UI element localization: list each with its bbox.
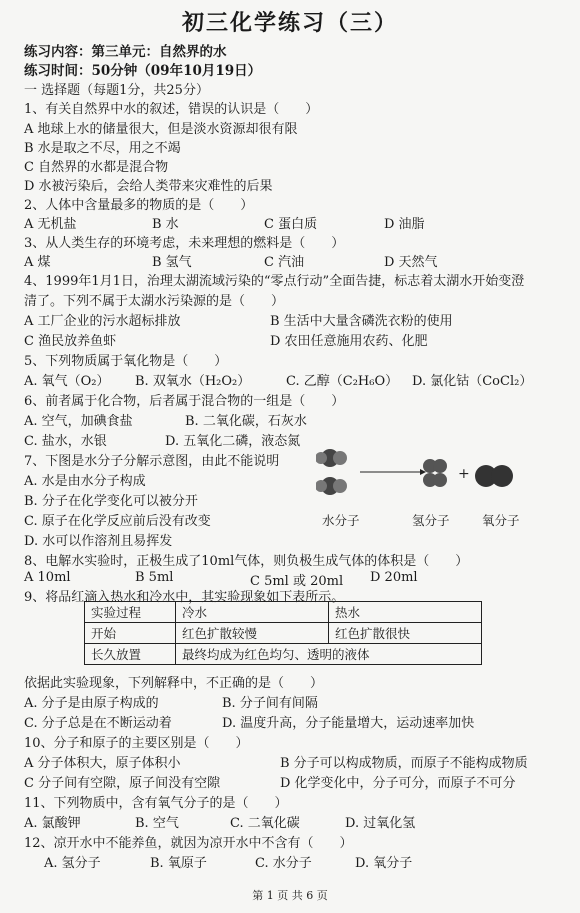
q8-option-b: B 5ml [135,570,174,585]
diagram-label-oxygen: 氧分子 [482,513,520,528]
q12-option-a: A. 氢分子 [44,856,101,871]
table-cell: 实验过程 [85,602,176,623]
q2-stem: 2、人体中含量最多的物质的是（ ） [24,198,254,213]
q8-option-a: A 10ml [24,570,71,585]
oxygen-molecule-icon [475,465,513,487]
table-cell: 长久放置 [85,644,176,665]
diagram-label-water: 水分子 [322,513,360,528]
q12-option-c: C. 水分子 [255,856,312,871]
q5-stem: 5、下列物质属于氧化物是（ ） [24,354,228,369]
q7-stem: 7、下图是水分子分解示意图，由此不能说明 [24,454,280,469]
q1-option-d: D 水被污染后，会给人类带来灾难性的后果 [24,179,273,194]
q7-option-c: C. 原子在化学反应前后没有改变 [24,514,211,529]
q7-option-b: B. 分子在化学变化可以被分开 [24,494,198,509]
q3-option-a: A 煤 [24,255,51,270]
q9-option-c: C. 分子总是在不断运动着 [24,716,172,731]
q5-option-d: D. 氯化钴（CoCl₂） [412,374,533,389]
q9-option-b: B. 分子间有间隔 [222,696,318,711]
q6-option-a: A. 空气，加碘食盐 [24,414,133,429]
q1-option-a: A 地球上水的储量很大，但是淡水资源却很有限 [24,122,298,137]
table-cell: 冷水 [176,602,329,623]
q10-stem: 10、分子和原子的主要区别是（ ） [24,736,249,751]
water-molecule-icon [316,449,347,495]
q4-option-a: A 工厂企业的污水超标排放 [24,314,181,329]
page-footer: 第 1 页 共 6 页 [252,889,328,902]
diagram-label-hydrogen: 氢分子 [412,513,450,528]
q2-option-b: B 水 [152,217,179,232]
q9-option-a: A. 分子是由原子构成的 [24,696,159,711]
q11-option-a: A. 氯酸钾 [24,816,81,831]
q2-option-d: D 油脂 [384,217,425,232]
q11-option-c: C. 二氧化碳 [230,816,300,831]
q9-follow-up: 依据此实验现象，下列解释中，不正确的是（ ） [24,676,324,691]
q6-option-d: D. 五氧化二磷，液态氮 [165,434,301,449]
q1-option-b: B 水是取之不尽，用之不竭 [24,141,181,156]
q1-option-c: C 自然界的水都是混合物 [24,160,169,175]
table-cell: 最终均成为红色均匀、透明的液体 [176,644,482,665]
q12-option-b: B. 氧原子 [150,856,207,871]
q5-option-c: C. 乙醇（C₂H₆O） [286,374,399,389]
q10-option-d: D 化学变化中，分子可分，而原子不可分 [280,776,516,791]
table-row [85,644,482,665]
q11-stem: 11、下列物质中，含有氧气分子的是（ ） [24,796,288,811]
q6-option-c: C. 盐水，水银 [24,434,107,449]
q5-option-b: B. 双氧水（H₂O₂） [135,374,251,389]
q4-option-b: B 生活中大量含磷洗衣粉的使用 [270,314,453,329]
q9-stem: 9、将品红滴入热水和冷水中，其实验现象如下表所示。 [24,590,345,605]
page-title: 初三化学练习（三） [181,10,398,36]
q3-stem: 3、从人类生存的环境考虑，未来理想的燃料是（ ） [24,236,345,251]
q4-option-d: D 农田任意施用农药、化肥 [270,334,428,349]
table-cell: 开始 [85,623,176,644]
table-row [85,602,482,623]
q10-option-c: C 分子间有空隙，原子间没有空隙 [24,776,221,791]
q4-stem-line1: 4、1999年1月1日，治理太湖流域污染的“零点行动”全面告捷，标志着太湖水开始变澄 [24,274,525,289]
q8-option-d: D 20ml [370,570,418,585]
section-heading: 一 选择题（每题1分，共25分） [24,83,209,98]
q7-option-d: D. 水可以作溶剂且易挥发 [24,534,173,549]
q6-option-b: B. 二氧化碳，石灰水 [185,414,307,429]
q8-stem: 8、电解水实验时，正极生成了10ml气体，则负极生成气体的体积是（ ） [24,554,469,569]
experiment-table [84,601,482,665]
q11-option-b: B. 空气 [135,816,179,831]
q4-stem-line2: 清了。下列不属于太湖水污染源的是（ ） [24,294,285,309]
q1-stem: 1、有关自然界中水的叙述，错误的认识是（ ） [24,102,319,117]
svg-text:+: + [458,466,470,482]
practice-content: 练习内容：第三单元：自然界的水 [24,44,227,60]
q5-option-a: A. 氧气（O₂） [24,374,110,389]
q2-option-c: C 蛋白质 [264,217,318,232]
table-cell: 红色扩散较慢 [176,623,329,644]
q7-option-a: A. 水是由水分子构成 [24,474,146,489]
table-row [85,623,482,644]
practice-time: 练习时间：50分钟（09年10月19日） [24,63,262,79]
q11-option-d: D. 过氧化氢 [345,816,416,831]
q10-option-b: B 分子可以构成物质，而原子不能构成物质 [280,756,528,771]
hydrogen-molecule-icon [423,459,447,487]
q3-option-b: B 氢气 [152,255,192,270]
q10-option-a: A 分子体积大，原子体积小 [24,756,181,771]
table-cell: 热水 [329,602,482,623]
q3-option-c: C 汽油 [264,255,305,270]
q4-option-c: C 渔民放养鱼虾 [24,334,117,349]
table-cell: 红色扩散很快 [329,623,482,644]
q8-option-c: C 5ml 或 20ml [250,574,344,589]
q3-option-d: D 天然气 [384,255,438,270]
q2-option-a: A 无机盐 [24,217,77,232]
q6-stem: 6、前者属于化合物，后者属于混合物的一组是（ ） [24,394,345,409]
q12-stem: 12、凉开水中不能养鱼，就因为凉开水中不含有（ ） [24,836,353,851]
q9-option-d: D. 温度升高，分子能量增大，运动速率加快 [222,716,475,731]
q12-option-d: D. 氧分子 [355,856,413,871]
